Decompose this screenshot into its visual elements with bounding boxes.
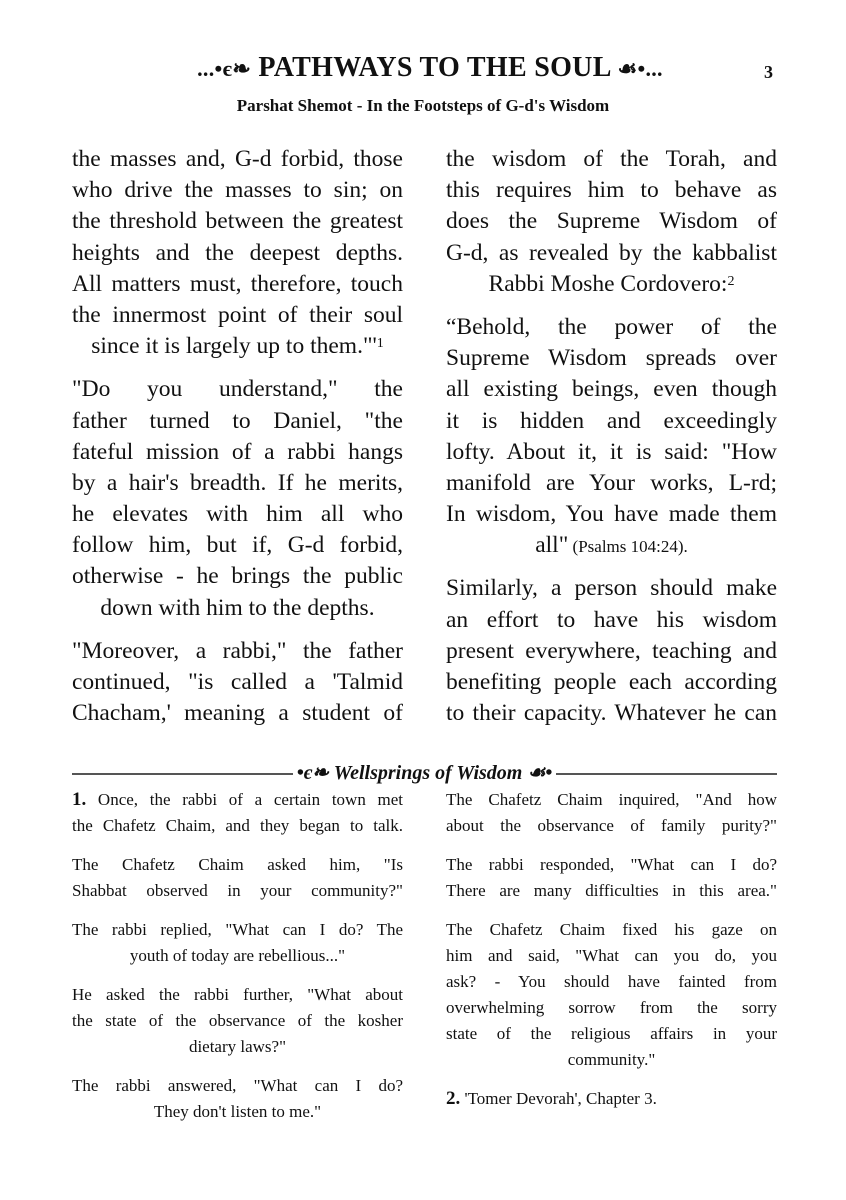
line-text: the wisdom of the Torah, and [446, 146, 777, 172]
footnotes-column-right [446, 787, 777, 1125]
line-text: The Chafetz Chaim asked him, "Is [72, 855, 403, 874]
paragraph [446, 852, 777, 904]
text-line [72, 468, 403, 499]
paragraph [72, 374, 403, 624]
text-line [446, 573, 777, 604]
footnotes-column-left [72, 787, 403, 1138]
text-line [446, 605, 777, 636]
line-text: present everywhere, teaching and [446, 637, 777, 664]
footnote-number: 1. [72, 789, 87, 810]
line-text: The rabbi replied, "What can I do? The [72, 920, 403, 939]
text-line [72, 530, 403, 561]
text-line [446, 343, 777, 374]
paragraph [72, 787, 403, 839]
text-line [72, 593, 403, 624]
text-line [72, 144, 403, 175]
publication-title: PATHWAYS TO THE SOUL [258, 52, 611, 83]
text-line [72, 175, 403, 206]
text-line [72, 300, 403, 331]
line-text: 'Tomer Devorah', Chapter 3. [460, 1089, 657, 1108]
line-text: Rabbi Moshe Cordovero: [488, 270, 728, 297]
line-text: an effort to have his wisdom [446, 606, 777, 633]
line-text: state of the religious affairs in your [446, 1024, 777, 1043]
line-text: otherwise - he brings the public [72, 563, 403, 590]
line-text: by a hair's breadth. If he merits, [72, 469, 403, 496]
paragraph [446, 573, 777, 729]
line-text: who drive the masses to sin; on [72, 177, 403, 204]
text-line [446, 943, 777, 969]
line-text: fateful mission of a rabbi hangs [72, 438, 403, 465]
paragraph [72, 1073, 403, 1125]
text-line [72, 787, 403, 813]
paragraph [72, 852, 403, 904]
text-line [72, 1099, 403, 1125]
line-text: manifold are Your works, L-rd; [446, 469, 777, 496]
line-text: the threshold between the greatest [72, 208, 403, 235]
text-line [72, 1034, 403, 1060]
line-text: Once, the rabbi of a certain town met [86, 790, 403, 809]
text-line [72, 499, 403, 530]
footnote-number: 2. [446, 1088, 461, 1109]
text-line [72, 238, 403, 269]
text-line [446, 1021, 777, 1047]
line-text: follow him, but if, G-d forbid, [72, 532, 403, 559]
scripture-citation: (Psalms 104:24). [568, 537, 688, 557]
line-text: youth of today are rebellious..." [129, 946, 346, 965]
line-text: Chacham,' meaning a student of [72, 700, 403, 727]
text-line [72, 206, 403, 237]
text-line [72, 667, 403, 698]
text-line [72, 813, 403, 839]
line-text: dietary laws?" [188, 1037, 287, 1056]
line-text: the state of the observance of the kosher [72, 1011, 403, 1030]
line-text: In wisdom, You have made them [446, 501, 777, 528]
text-line [446, 144, 777, 175]
text-line [446, 878, 777, 904]
text-line [72, 406, 403, 437]
text-line [446, 667, 777, 698]
text-line [446, 312, 777, 343]
line-text: overwhelming sorrow from the sorry [446, 998, 777, 1017]
text-line [446, 852, 777, 878]
line-text: down with him to the depths. [100, 594, 375, 621]
text-line [446, 468, 777, 499]
footnote-reference: 2 [727, 273, 735, 289]
text-line [446, 1047, 777, 1073]
line-text: "Moreover, a rabbi," the father [72, 637, 403, 664]
divider-label [72, 760, 777, 785]
line-text: “Behold, the power of the [446, 313, 777, 340]
text-line [72, 269, 403, 300]
text-line [72, 1008, 403, 1034]
text-line [446, 499, 777, 530]
paragraph [446, 787, 777, 839]
text-line [446, 969, 777, 995]
paragraph [446, 1086, 777, 1112]
text-line [72, 943, 403, 969]
line-text: ask? - You should have fainted from [446, 972, 777, 991]
line-text: the Chafetz Chaim, and they began to talk. [72, 816, 403, 835]
line-text: the masses and, G-d forbid, those [72, 146, 403, 172]
text-line [72, 636, 403, 667]
line-text: "Do you understand," the [72, 376, 403, 403]
footnote-reference: 1 [376, 336, 384, 352]
line-text: heights and the deepest depths. [72, 239, 403, 266]
text-line [72, 1073, 403, 1099]
paragraph [72, 982, 403, 1060]
text-line [446, 995, 777, 1021]
line-text: him and said, "What can you do, you [446, 946, 777, 965]
main-column-right [446, 144, 777, 741]
line-text: he elevates with him all who [72, 501, 403, 528]
text-line [446, 238, 777, 269]
text-line [446, 206, 777, 237]
text-line [446, 787, 777, 813]
line-text: benefiting people each according [446, 669, 777, 695]
text-line [72, 331, 403, 362]
text-line [72, 878, 403, 904]
ornament-right-icon: ☙•... [617, 56, 663, 81]
text-line [446, 698, 777, 729]
text-line [446, 374, 777, 405]
line-text: All matters must, therefore, touch [72, 270, 403, 297]
line-text: lofty. About it, it is said: "How [446, 438, 777, 465]
ornament-left-icon: ...•є❧ [197, 56, 252, 81]
divider-ornament-left-icon: •є❧ [296, 762, 329, 784]
text-line [72, 917, 403, 943]
line-text: all existing beings, even though [446, 376, 777, 403]
paragraph [72, 636, 403, 730]
text-line [72, 982, 403, 1008]
text-line [446, 175, 777, 206]
paragraph [72, 144, 403, 362]
text-line [446, 530, 777, 561]
line-text: There are many difficulties in this area." [446, 881, 777, 900]
paragraph [446, 144, 777, 300]
main-column-left [72, 144, 403, 741]
paragraph [72, 917, 403, 969]
line-text: this requires him to behave as [446, 177, 777, 204]
line-text: The Chafetz Chaim inquired, "And how [446, 790, 777, 809]
text-line [72, 561, 403, 592]
line-text: about the observance of family purity?" [446, 816, 777, 835]
line-text: G-d, as revealed by the kabbalist [446, 239, 777, 266]
line-text: They don't listen to me." [153, 1102, 322, 1121]
divider-ornament-right-icon: ☙• [527, 762, 553, 784]
page-number: 3 [764, 62, 773, 82]
text-line [72, 374, 403, 405]
text-line [446, 437, 777, 468]
text-line [446, 269, 777, 300]
text-line [446, 636, 777, 667]
text-line [72, 852, 403, 878]
line-text: the innermost point of their soul [72, 301, 403, 328]
line-text: Supreme Wisdom spreads over [446, 345, 777, 372]
line-text: all" [535, 532, 569, 559]
page-subtitle: Parshat Shemot - In the Footsteps of G-d's Wisdom [236, 96, 610, 115]
line-text: The rabbi responded, "What can I do? [446, 855, 777, 874]
line-text: to their capacity. Whatever he can [446, 700, 777, 727]
paragraph [446, 917, 777, 1073]
section-divider [72, 762, 777, 784]
line-text: it is hidden and exceedingly [446, 407, 777, 434]
text-line [72, 437, 403, 468]
line-text: He asked the rabbi further, "What about [72, 985, 403, 1004]
line-text: The rabbi answered, "What can I do? [72, 1076, 403, 1095]
paragraph [446, 312, 777, 562]
line-text: since it is largely up to them."' [91, 333, 377, 360]
line-text: Shabbat observed in your community?" [72, 881, 403, 900]
text-line [446, 1086, 777, 1112]
line-text: father turned to Daniel, "the [72, 407, 403, 434]
text-line [72, 698, 403, 729]
text-line [446, 917, 777, 943]
line-text: community." [567, 1050, 656, 1069]
running-title [130, 52, 730, 84]
line-text: does the Supreme Wisdom of [446, 208, 777, 235]
text-line [446, 406, 777, 437]
line-text: Similarly, a person should make [446, 575, 777, 602]
section-title: Wellsprings of Wisdom [333, 762, 523, 784]
line-text: continued, "is called a 'Talmid [72, 669, 403, 695]
line-text: The Chafetz Chaim fixed his gaze on [446, 920, 777, 939]
text-line [446, 813, 777, 839]
